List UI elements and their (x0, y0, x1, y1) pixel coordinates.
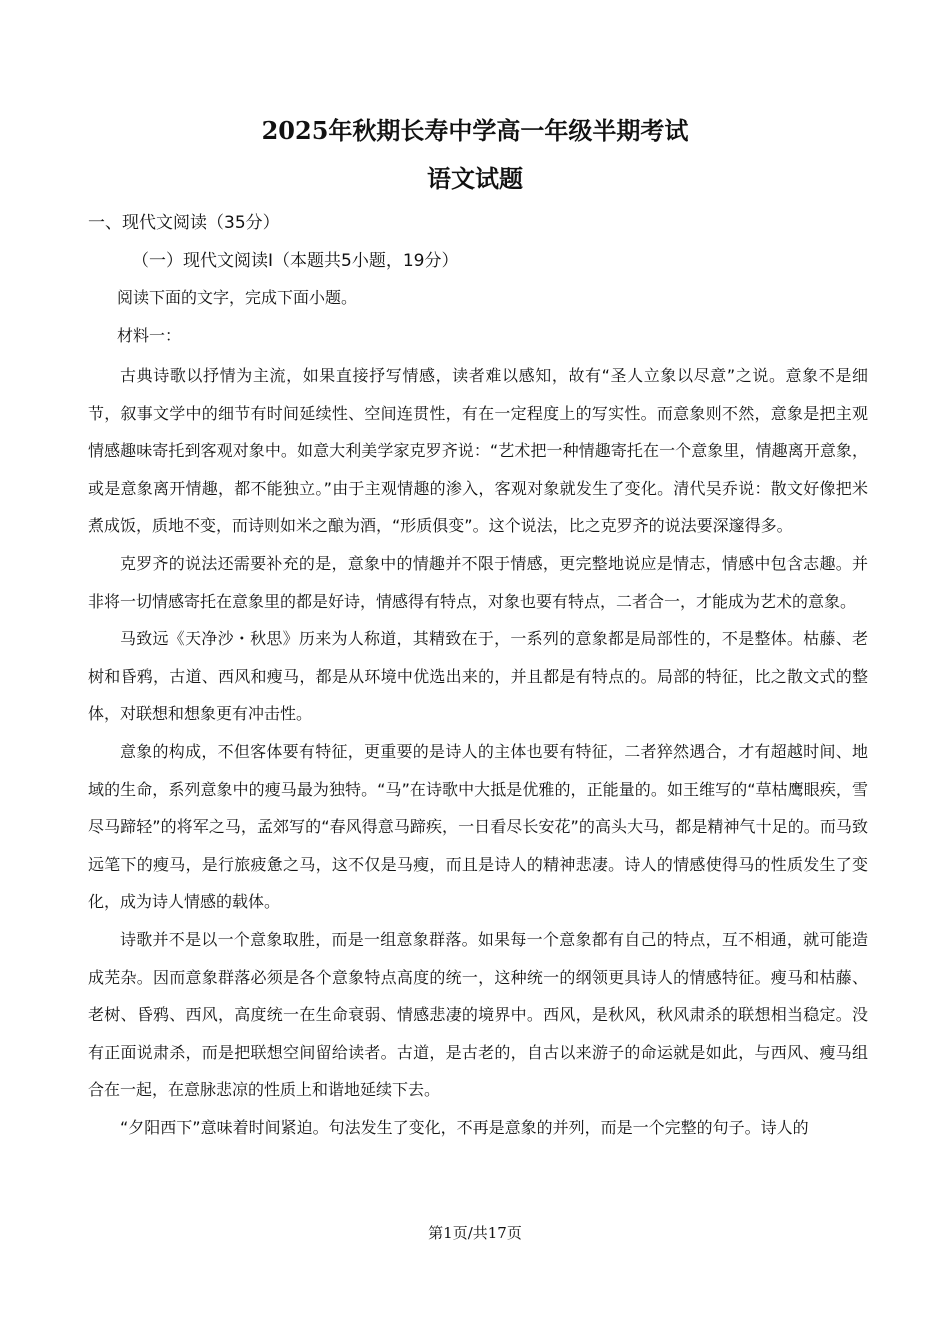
subsection-heading: （一）现代文阅读I（本题共5小题，19分） (132, 251, 459, 271)
paragraph: “夕阳西下”意味着时间紧迫。句法发生了变化，不再是意象的并列，而是一个完整的句子。诗人的 (120, 1117, 809, 1137)
paragraph: 诗歌并不是以一个意象取胜，而是一组意象群落。如果每一个意象都有自己的特点，互不相通，就可能造成芜杂。因而意象群落必须是各个意象特点高度的统一，这种统一的纲领更具诗人的情感特征。瘦马和枯藤、老树、昏鸦、西风，高度统一在生命衰弱、情感悲凄的境界中。西风，是秋风，秋风肃杀的联想相当稳定。没有正面说肃杀，而是把联想空间留给读者。古道，是古老的，自古以来游子的命运就是如此，与西风、瘦马组合在一起，在意脉悲凉的性质上和谐地延续下去。 (88, 929, 868, 1100)
section-heading: 一、现代文阅读（35分） (88, 213, 280, 233)
paragraph: 意象的构成，不但客体要有特征，更重要的是诗人的主体也要有特征，二者猝然遇合，才有超越时间、地域的生命，系列意象中的瘦马最为独特。“马”在诗歌中大抵是优雅的，正能量的。如王维写的“草枯鹰眼疾，雪尽马蹄轻”的将军之马，孟郊写的“春风得意马蹄疾，一日看尽长安花”的高头大马，都是精神气十足的。而马致远笔下的瘦马，是行旅疲惫之马，这不仅是马瘦，而且是诗人的精神悲凄。诗人的情感使得马的性质发生了变化，成为诗人情感的载体。 (88, 741, 868, 912)
reading-passage (88, 357, 868, 1146)
material-label: 材料一： (117, 326, 182, 345)
paragraph: 克罗齐的说法还需要补充的是，意象中的情趣并不限于情感，更完整地说应是情志，情感中包含志趣。并非将一切情感寄托在意象里的都是好诗，情感得有特点，对象也要有特点，二者合一，才能成为艺术的意象。 (88, 553, 868, 611)
paragraph: 古典诗歌以抒情为主流，如果直接抒写情感，读者难以感知，故有“圣人立象以尽意”之说。意象不是细节，叙事文学中的细节有时间延续性、空间连贯性，有在一定程度上的写实性。而意象则不然，意象是把主观情感趣味寄托到客观对象中。如意大利美学家克罗齐说：“艺术把一种情趣寄托在一个意象里，情趣离开意象，或是意象离开情趣，都不能独立。”由于主观情趣的渗入，客观对象就发生了变化。清代吴乔说：散文好像把米煮成饭，质地不变，而诗则如米之酿为酒，“形质俱变”。这个说法，比之克罗齐的说法要深邃得多。 (88, 366, 868, 536)
paragraph: 马致远《天净沙・秋思》历来为人称道，其精致在于，一系列的意象都是局部性的，不是整体。枯藤、老树和昏鸦，古道、西风和瘦马，都是从环境中优选出来的，并且都是有特点的。局部的特征，比之散文式的整体，对联想和想象更有冲击性。 (88, 629, 868, 724)
exam-subtitle: 语文试题 (427, 164, 523, 193)
page-number: 第1页/共17页 (428, 1224, 522, 1242)
reading-instruction: 阅读下面的文字，完成下面小题。 (117, 288, 358, 307)
exam-title: 2025年秋期长寿中学高一年级半期考试 (261, 116, 689, 145)
